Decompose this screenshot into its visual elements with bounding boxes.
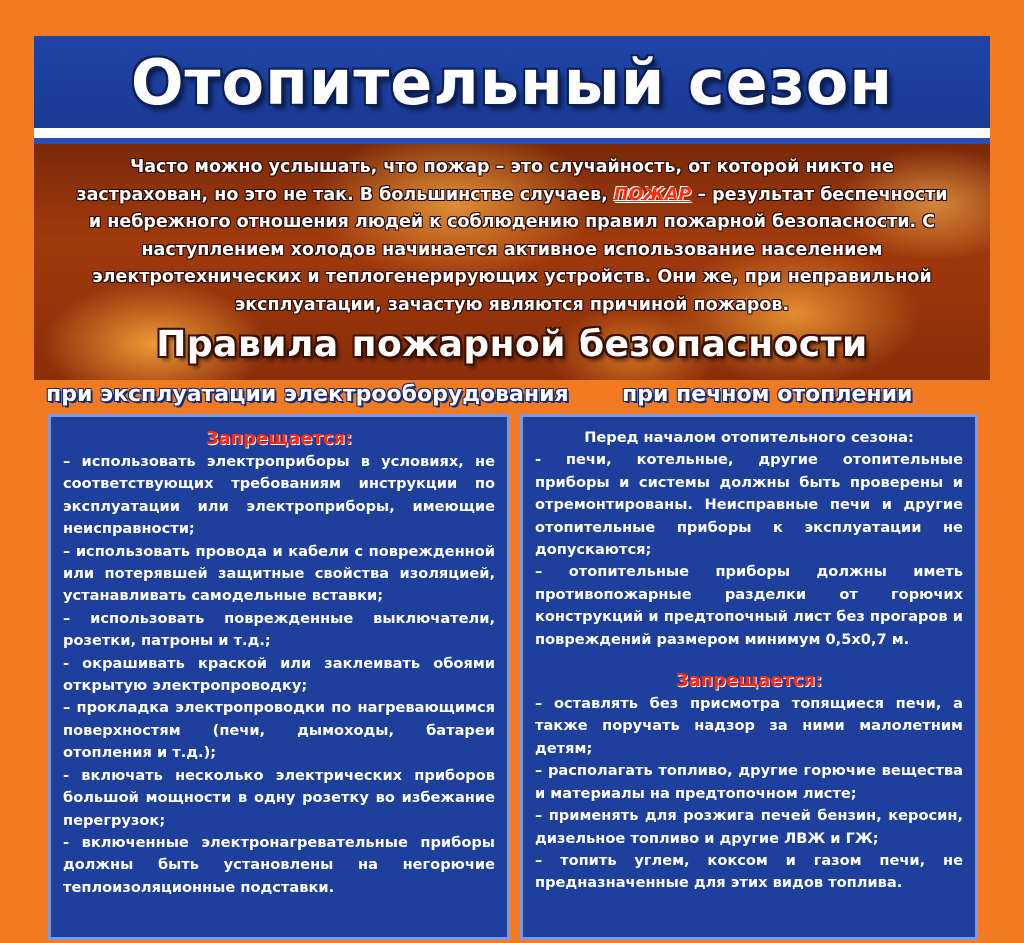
list-item: - включать несколько электрических приборов большой мощности в одну розетку во избежание перегрузок; bbox=[63, 766, 495, 829]
poster-title: Отопительный сезон bbox=[130, 45, 894, 119]
intro-text-part-1: Часто можно услышать, что пожар – это случайность, от которой никто не застрахован, но это не так. В большинстве случаев, bbox=[76, 157, 894, 205]
season-start-heading: Перед началом отопительного сезона: bbox=[584, 429, 914, 446]
fire-background-panel bbox=[34, 144, 990, 380]
intro-fire-word: ПОЖАР bbox=[613, 184, 692, 205]
right-rules-list bbox=[535, 693, 963, 895]
stove-rules-panel bbox=[520, 414, 978, 940]
electrical-rules-content bbox=[63, 427, 495, 899]
title-banner bbox=[34, 36, 990, 128]
rules-heading: Правила пожарной безопасности bbox=[156, 324, 868, 365]
list-item: – располагать топливо, другие горючие вещества и материалы на предтопочном листе; bbox=[535, 762, 963, 802]
spacer bbox=[535, 651, 963, 669]
left-forbidden-heading: Запрещается: bbox=[205, 428, 353, 449]
intro-paragraph bbox=[74, 154, 950, 319]
list-item: – оставлять без присмотра топящиеся печи, а также поручать надзор за ними малолетним детям; bbox=[535, 695, 963, 757]
left-subheading: при эксплуатации электрооборудования bbox=[46, 382, 569, 407]
electrical-rules-panel bbox=[48, 414, 510, 940]
intro-text-part-2: – результат беспечности и небрежного отношения людей к соблюдению правил пожарной безопасности. С наступлением холодов начинается активное использование населением электротехнических и теплогенерирующих устройств. Они же, при неправильной эксплуатации, зачастую являются причиной пожаров. bbox=[88, 184, 948, 315]
list-item: – отопительные приборы должны иметь противопожарные разделки от горючих конструкций и предтопочный лист без прогаров и повреждений размером минимум 0,5х0,7 м. bbox=[535, 563, 963, 648]
left-rules-list bbox=[63, 451, 495, 899]
list-item: – использовать провода и кабели с поврежденной или потерявшей защитные свойства изоляцией, устанавливать самодельные вставки; bbox=[63, 542, 495, 605]
list-item: – прокладка электропроводки по нагревающимся поверхностям (печи, дымоходы, батареи отопления и т.д.); bbox=[63, 699, 495, 762]
season-start-list bbox=[535, 449, 963, 651]
list-item: – топить углем, коксом и газом печи, не предназначенные для этих видов топлива. bbox=[535, 851, 963, 892]
white-stripe bbox=[34, 128, 990, 138]
list-item: - включенные электронагревательные приборы должны быть установлены на негорючие теплоизоляционные подставки. bbox=[63, 833, 495, 896]
list-item: - печи, котельные, другие отопительные приборы и системы должны быть проверены и отремонтированы. Неисправные печи и другие отопительные приборы к эксплуатации не допускаются; bbox=[535, 451, 963, 559]
right-subheading: при печном отоплении bbox=[622, 382, 913, 407]
list-item: – применять для розжига печей бензин, керосин, дизельное топливо и другие ЛВЖ и ГЖ; bbox=[535, 807, 963, 847]
list-item: - окрашивать краской или заклеивать обоями открытую электропроводку; bbox=[63, 654, 495, 695]
stove-rules-content bbox=[535, 427, 963, 895]
right-forbidden-heading: Запрещается: bbox=[675, 670, 823, 692]
list-item: – использовать электроприборы в условиях, не соответствующих требованиям инструкции по эксплуатации или электроприборы, имеющие неисправности; bbox=[63, 453, 495, 538]
list-item: – использовать поврежденные выключатели, розетки, патроны и т.д.; bbox=[63, 609, 495, 650]
